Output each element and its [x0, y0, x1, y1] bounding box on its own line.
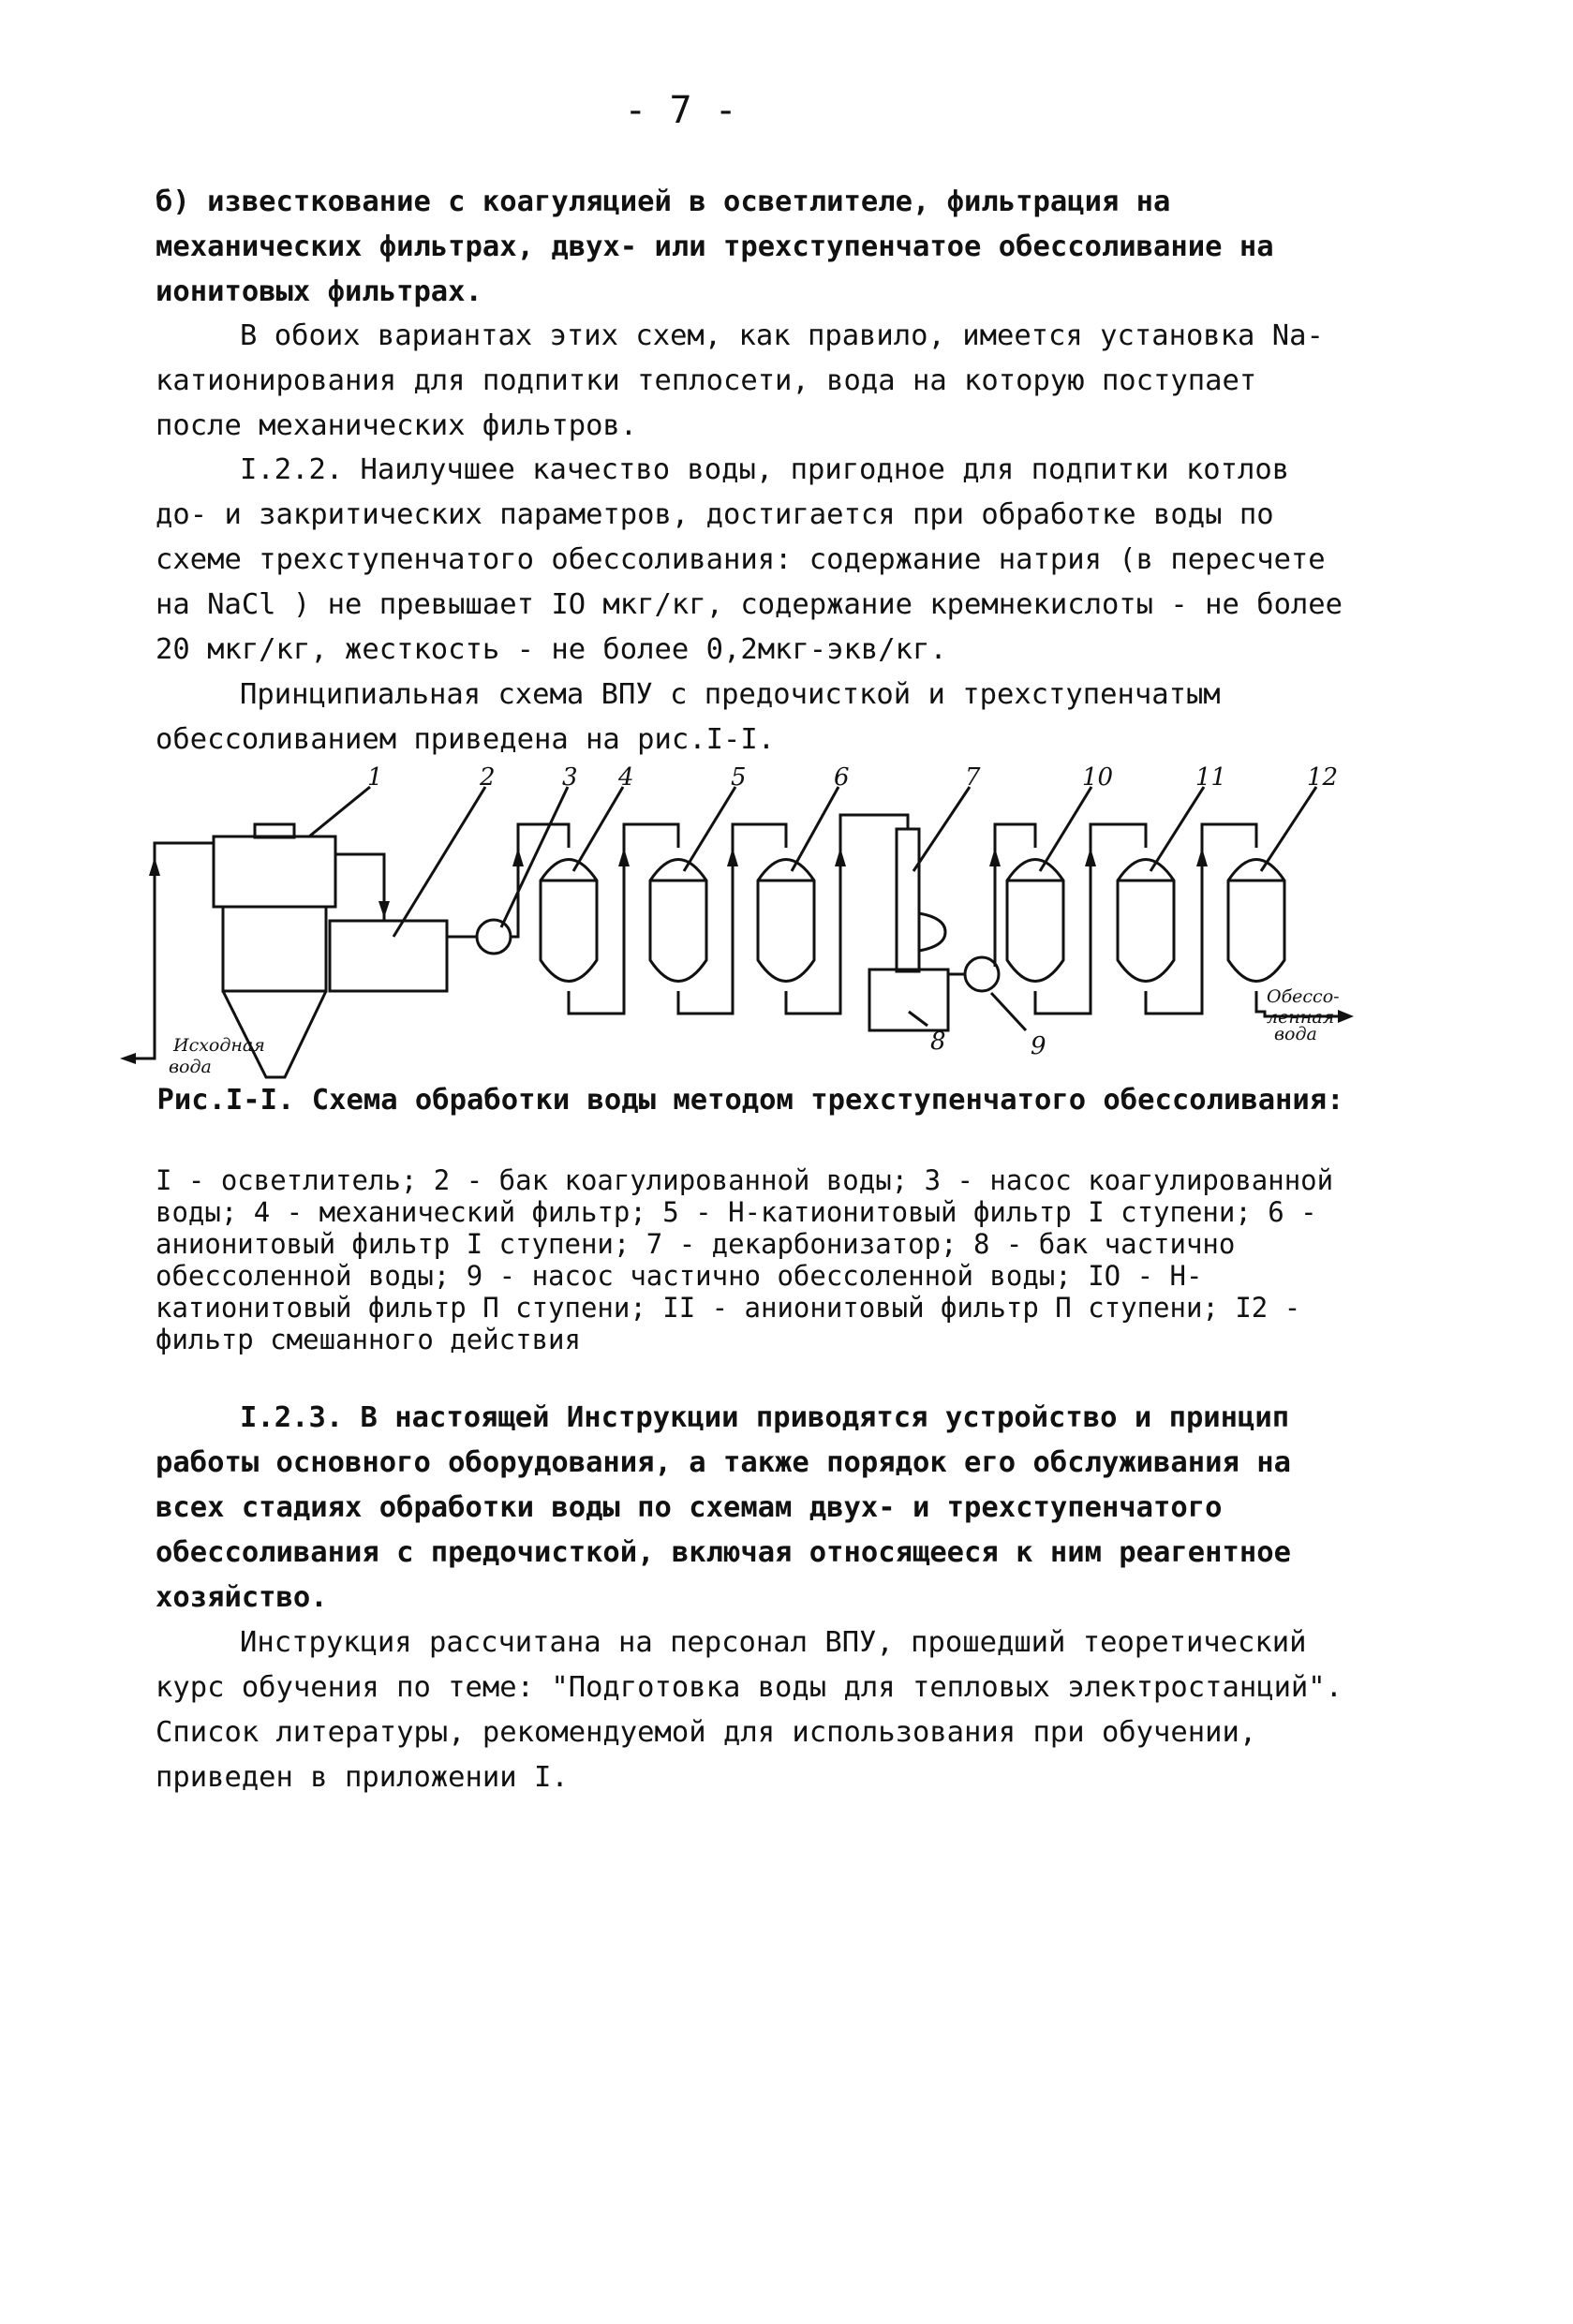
outlet-arrow: [1338, 1010, 1354, 1023]
paragraph-scheme-reference: Принципиальная схема ВПУ с предочисткой и трехступенчатым обессоливанием приведена на рис.I-I.: [156, 678, 1221, 756]
label-6: 6: [834, 763, 850, 792]
clarifier-top: [214, 836, 335, 907]
outlet-label-line3: вода: [1274, 1024, 1317, 1044]
clarifier-cone: [223, 991, 326, 1077]
outlet-label-line2: ленная: [1267, 1007, 1335, 1028]
label-1: 1: [367, 763, 383, 792]
paragraph-instruction-audience: Инструкция рассчитана на персонал ВПУ, прошедший теоретический курс обучения по теме: "Подготовка воды для тепловых электростанций". Список литературы, рекомендуемой для использования при обучении, приведен в приложении I.: [156, 1626, 1343, 1794]
mechanical-filter-4: [541, 860, 597, 982]
decarbonizer-7: [897, 829, 919, 971]
label-10: 10: [1082, 763, 1114, 792]
coagulated-water-tank: [330, 921, 447, 991]
h-cation-filter-5: [650, 860, 706, 982]
label-11: 11: [1195, 763, 1227, 792]
pump-3: [477, 920, 511, 954]
process-flow-diagram: [0, 0, 1573, 1096]
label-2: 2: [480, 763, 496, 792]
paragraph-1-2-3: I.2.3. В настоящей Инструкции приводятся устройство и принцип работы основного оборудования, а также порядок его обслуживания на всех стадиях обработки воды по схемам двух- и трехступенчатого обессоливания с предочисткой, включая относящееся к ним реагентное хозяйство.: [156, 1401, 1291, 1614]
partial-desalt-tank-8: [869, 970, 948, 1030]
figure-caption: Рис.I-I. Схема обработки воды методом трехступенчатого обессоливания:: [156, 1084, 1344, 1117]
decarbonizer-fan: [919, 913, 945, 951]
label-5: 5: [731, 763, 747, 792]
figure-legend: I - осветлитель; 2 - бак коагулированной воды; 3 - насос коагулированной воды; 4 - механический фильтр; 5 - Н-катионитовый фильтр I ступени; 6 - анионитовый фильтр I ступени; 7 - декарбонизатор; 8 - бак частично обессоленной воды; 9 - насос частично обессоленной воды; IO - Н-катионитовый фильтр П ступени; II - анионитовый фильтр П ступени; I2 - фильтр смешанного действия: [156, 1164, 1334, 1355]
label-12: 12: [1307, 763, 1339, 792]
label-3: 3: [562, 763, 578, 792]
h-cation-filter-10: [1007, 860, 1063, 982]
inlet-arrow: [120, 1053, 136, 1064]
outlet-label-line1: Обессо-: [1267, 986, 1340, 1007]
clarifier-body: [223, 907, 326, 991]
inlet-label-line1: Исходная: [173, 1035, 265, 1056]
anion-filter-11: [1118, 860, 1174, 982]
mixed-bed-filter-12: [1228, 860, 1284, 982]
anion-filter-6: [758, 860, 814, 982]
paragraph-lime-treatment: б) известкование с коагуляцией в осветлителе, фильтрация на механических фильтрах, двух- или трехступенчатое обессоливание на ионитовых фильтрах.: [156, 185, 1274, 308]
label-9: 9: [1031, 1032, 1046, 1060]
inlet-label-line2: вода: [169, 1057, 212, 1077]
paragraph-1-2-2: I.2.2. Наилучшее качество воды, пригодное для подпитки котлов до- и закритических параметров, достигается при обработке воды по схеме трехступенчатого обессоливания: содержание натрия (в пересчете на NaCl ) не превышает IO мкг/кг, содержание кремнекислоты - не более 20 мкг/кг, жесткость - не более 0,2мкг-экв/кг.: [156, 453, 1343, 666]
paragraph-na-cationization: В обоих вариантах этих схем, как правило, имеется установка Na-катионирования для подпитки теплосети, вода на которую поступает после механических фильтров.: [156, 319, 1324, 442]
label-4: 4: [618, 763, 634, 792]
label-7: 7: [965, 763, 981, 792]
label-8: 8: [930, 1028, 946, 1056]
clarifier-to-tank-pipe: [335, 854, 384, 921]
raw-water-inlet-pipe: [136, 843, 214, 1058]
page-number: - 7 -: [624, 89, 737, 132]
